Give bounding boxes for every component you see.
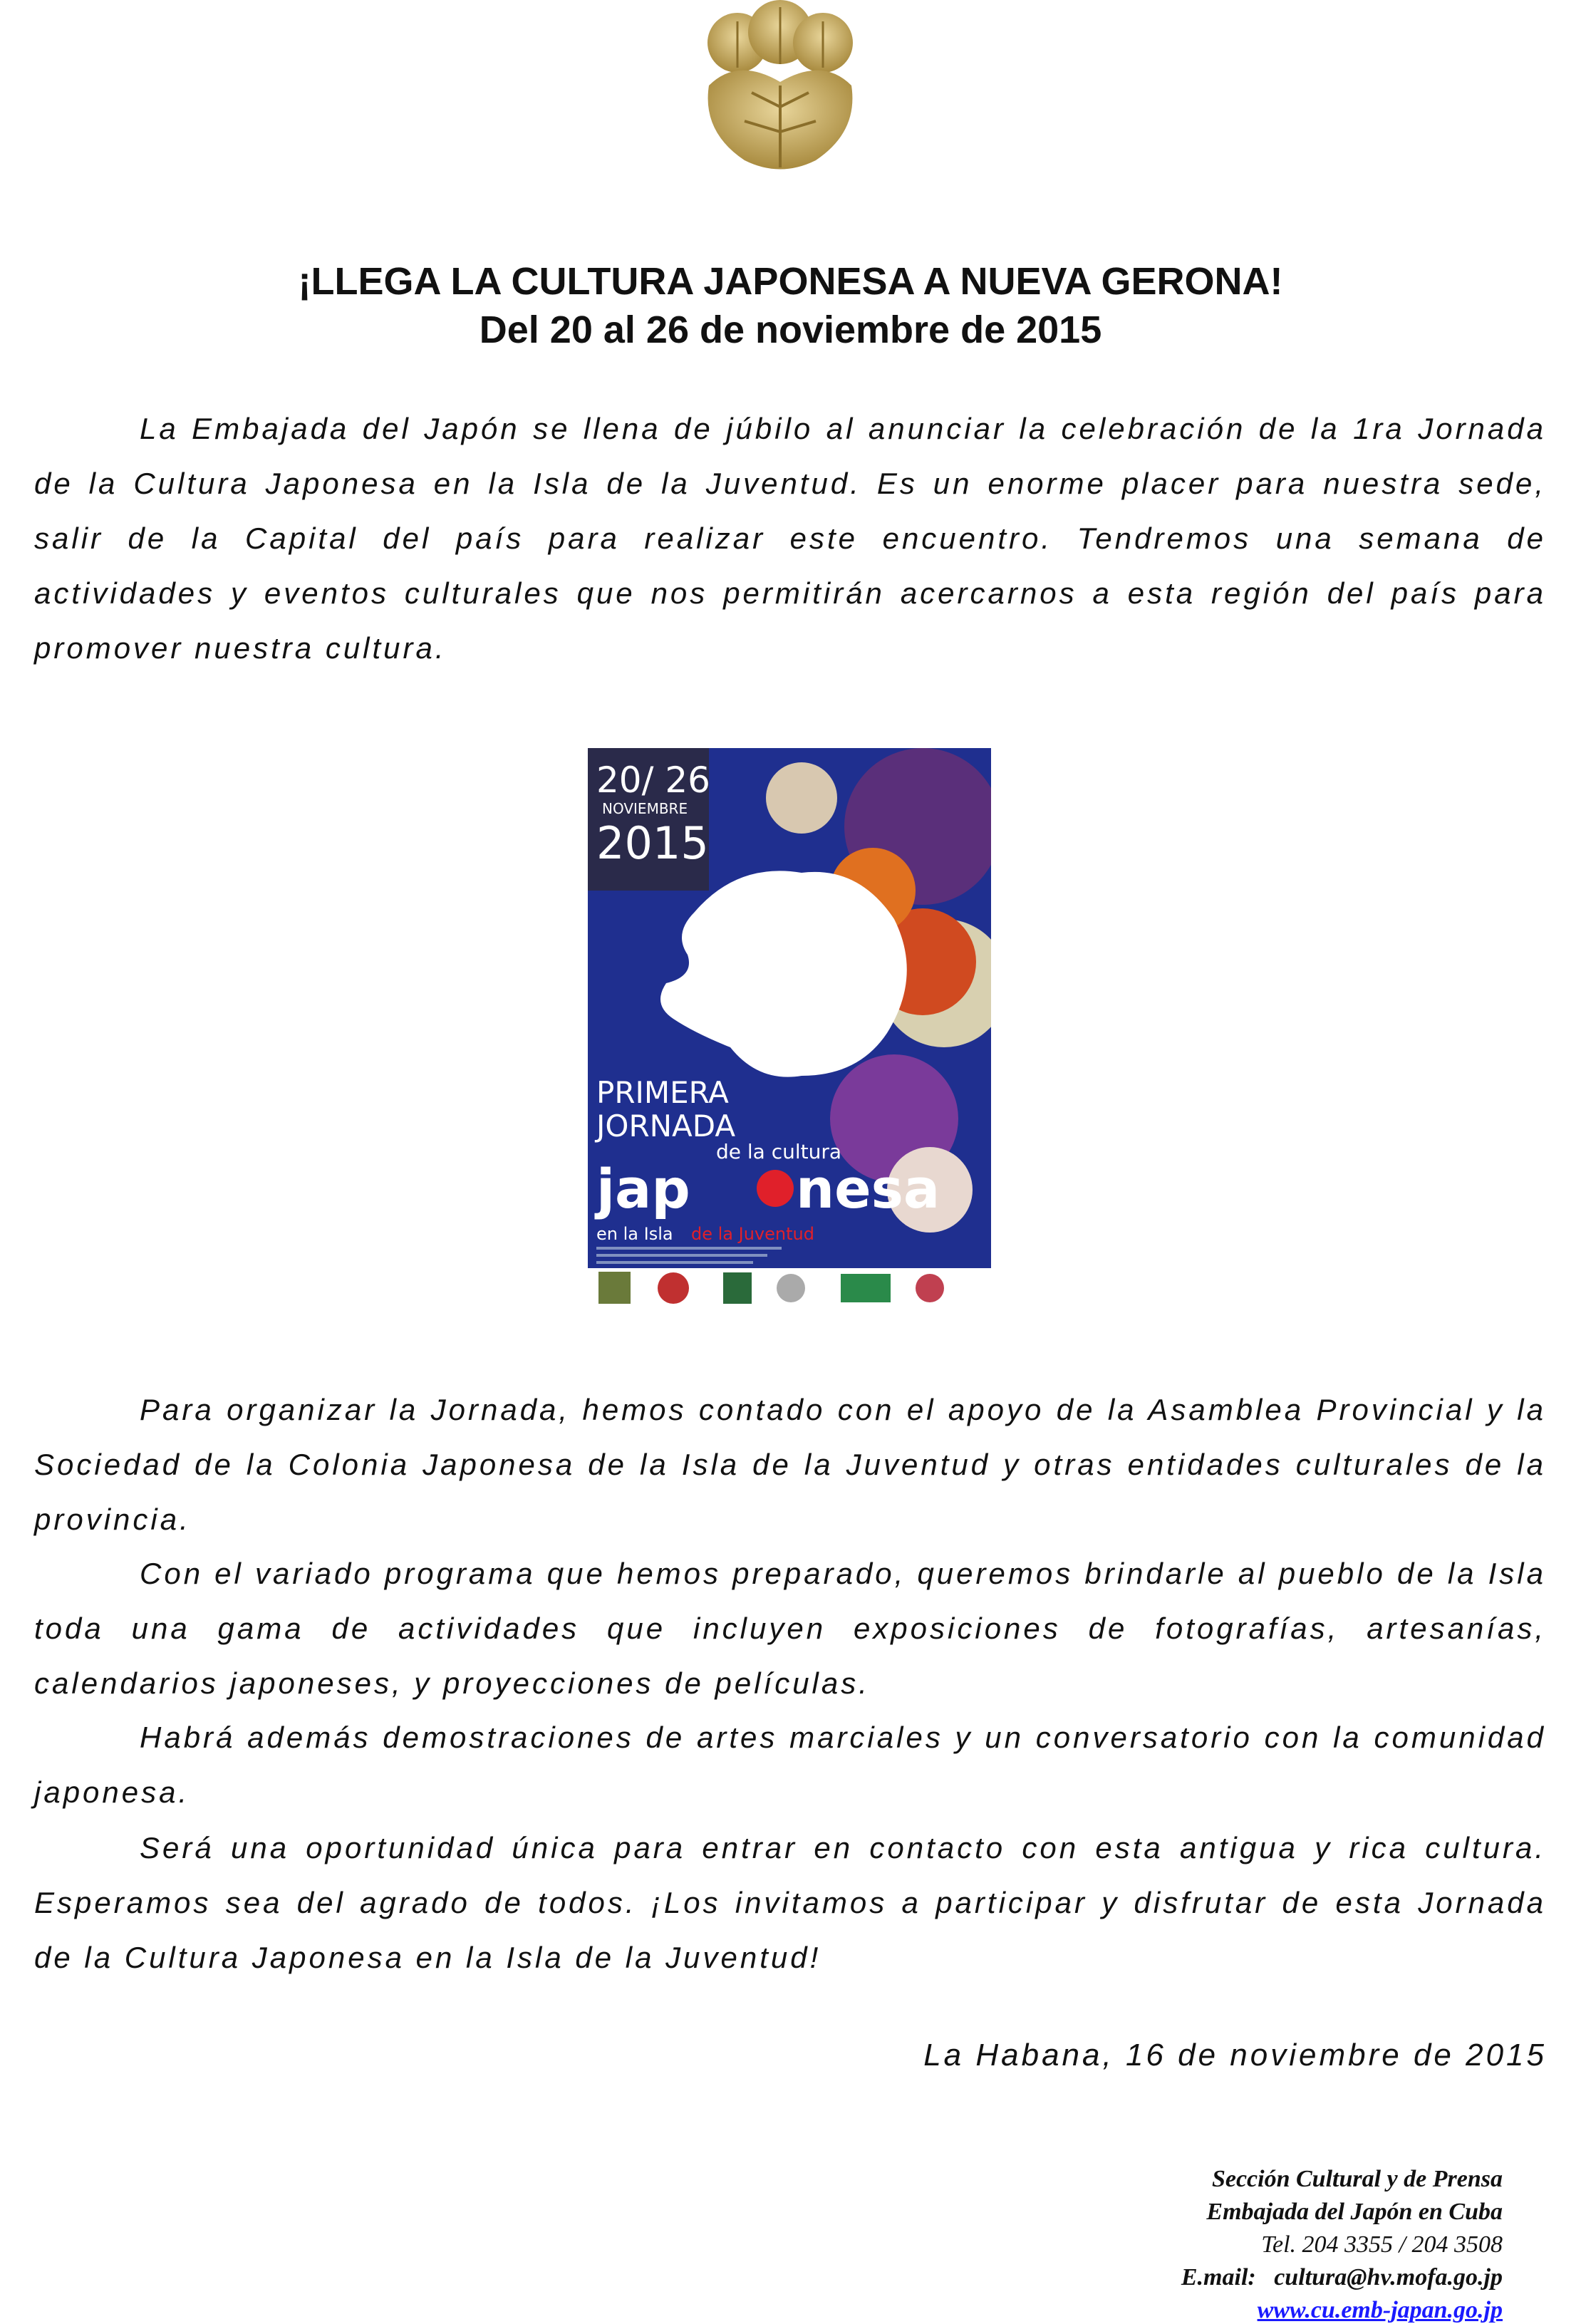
email-address[interactable]: cultura@hv.mofa.go.jp: [1274, 2264, 1503, 2291]
poster-line4b: nesa: [796, 1157, 940, 1220]
poster-line2: JORNADA: [596, 1109, 736, 1143]
poster-line1: PRIMERA: [596, 1075, 729, 1110]
dateline: La Habana, 16 de noviembre de 2015: [923, 2038, 1547, 2073]
paragraph: Será una oportunidad única para entrar en contacto con esta antigua y rica cultura. Esperamos sea del agrado de todos. ¡Los invitamos a participar y disfrutar de esta Jornada de la Cultura Japonesa en la Isla de la Juventud!: [34, 1831, 1546, 1974]
page-subtitle: Del 20 al 26 de noviembre de 2015: [479, 308, 1102, 351]
email-label: E.mail:: [1181, 2264, 1256, 2291]
signature-phone: Tel. 204 3355 / 204 3508: [1261, 2231, 1503, 2258]
poster-month: NOVIEMBRE: [602, 800, 688, 817]
poster-line5b: de la Juventud: [691, 1224, 814, 1244]
paragraph: Para organizar la Jornada, hemos contado con el apoyo de la Asamblea Provincial y la Sociedad de la Colonia Japonesa de la Isla de la Juventud y otras entidades culturales de la provincia.: [34, 1393, 1546, 1536]
rising-sun-icon: [757, 1170, 794, 1207]
paulownia-crest-icon: [695, 0, 866, 175]
sponsor-logo-icon: [598, 1272, 631, 1304]
sponsor-logo-icon: [777, 1274, 805, 1302]
signature-embassy: Embajada del Japón en Cuba: [1206, 2199, 1503, 2225]
page-title: ¡LLEGA LA CULTURA JAPONESA A NUEVA GERONA!: [298, 260, 1283, 303]
poster-line3: de la cultura: [716, 1140, 842, 1163]
website-link[interactable]: www.cu.emb-japan.go.jp: [1257, 2297, 1503, 2323]
sponsor-logo-icon: [723, 1272, 752, 1304]
paragraph: Con el variado programa que hemos preparado, queremos brindarle al pueblo de la Isla toda una gama de actividades que incluyen exposiciones de fotografías, artesanías, calendarios japoneses, y proyecciones de películas.: [34, 1557, 1546, 1700]
signature-section: Sección Cultural y de Prensa: [1211, 2166, 1503, 2192]
event-poster: [588, 748, 991, 1268]
paragraph: La Embajada del Japón se llena de júbilo al anunciar la celebración de la 1ra Jornada de la Cultura Japonesa en la Isla de la Juventud. Es un enorme placer para nuestra sede, salir de la Capital del país para realizar este encuentro. Tendremos una semana de actividades y eventos culturales que nos permitirán acercarnos a esta región del país para promover nuestra cultura.: [34, 412, 1546, 665]
sponsor-logo-icon: [916, 1274, 944, 1302]
sponsor-logo-icon: [658, 1272, 689, 1304]
sponsor-logos: [588, 1261, 991, 1314]
signature-email-line: [1181, 2264, 1503, 2291]
signature-website-line: [1258, 2297, 1503, 2324]
poster-line4a: jap: [596, 1157, 690, 1220]
poster-year: 2015: [596, 817, 709, 869]
poster-line5a: en la Isla: [596, 1224, 673, 1244]
poster-dates: 20/ 26: [596, 759, 710, 801]
paragraph: Habrá además demostraciones de artes marciales y un conversatorio con la comunidad japonesa.: [34, 1721, 1546, 1809]
sponsor-logo-icon: [841, 1274, 891, 1302]
